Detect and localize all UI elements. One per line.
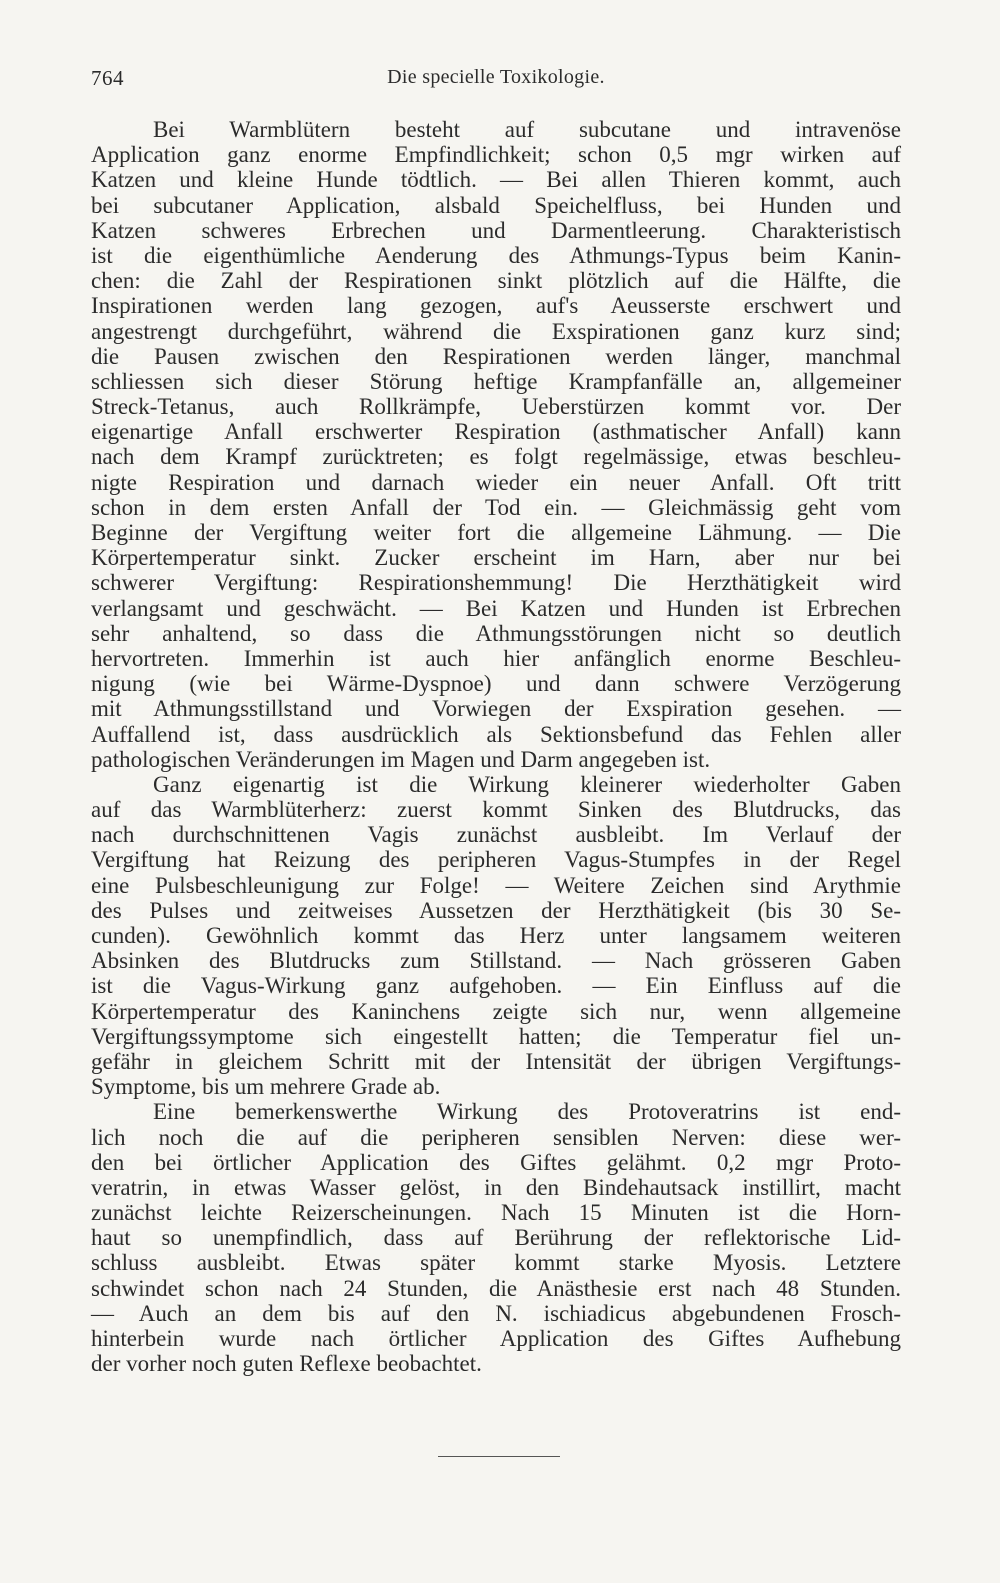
text-line: Körpertemperatur des Kaninchens zeigte sich nur, wenn allgemeine [91, 998, 901, 1024]
text-line: Ganz eigenartig ist die Wirkung kleinerer wiederholter Gaben [153, 771, 901, 797]
paragraph [91, 772, 901, 1099]
text-line: nigte Respiration und darnach wieder ein neuer Anfall. Oft tritt [91, 469, 901, 495]
text-line: Bei Warmblütern besteht auf subcutane und intravenöse [153, 117, 901, 142]
text-line: eigenartige Anfall erschwerter Respiration (asthmatischer Anfall) kann [91, 419, 901, 445]
text-line: gefähr in gleichem Schritt mit der Intensität der übrigen Vergiftungs- [91, 1048, 901, 1074]
text-line: schluss ausbleibt. Etwas später kommt starke Myosis. Letztere [91, 1250, 901, 1276]
text-line: ist die Vagus-Wirkung ganz aufgehoben. — Ein Einfluss auf die [91, 973, 901, 999]
text-line: schwerer Vergiftung: Respirationshemmung! Die Herzthätigkeit wird [91, 570, 901, 596]
text-line: schwindet schon nach 24 Stunden, die Anästhesie erst nach 48 Stunden. [91, 1275, 901, 1301]
text-line: haut so unempfindlich, dass auf Berührung der reflektorische Lid- [91, 1225, 901, 1251]
text-line: Application ganz enorme Empfindlichkeit; schon 0,5 mgr wirken auf [91, 142, 901, 168]
text-line: lich noch die auf die peripheren sensiblen Nerven: diese wer- [91, 1124, 901, 1150]
text-line: Auffallend ist, dass ausdrücklich als Sektionsbefund das Fehlen aller [91, 721, 901, 747]
text-line: nach durchschnittenen Vagis zunächst ausbleibt. Im Verlauf der [91, 822, 901, 848]
text-line: Vergiftung hat Reizung des peripheren Vagus-Stumpfes in der Regel [91, 847, 901, 873]
text-line: mit Athmungsstillstand und Vorwiegen der Exspiration gesehen. — [91, 696, 901, 722]
text-line: Vergiftungssymptome sich eingestellt hatten; die Temperatur fiel un- [91, 1023, 901, 1049]
text-line: Absinken des Blutdrucks zum Stillstand. — Nach grösseren Gaben [91, 948, 901, 974]
text-line: chen: die Zahl der Respirationen sinkt plötzlich auf die Hälfte, die [91, 268, 901, 294]
text-line: des Pulses und zeitweises Aussetzen der Herzthätigkeit (bis 30 Se- [91, 897, 901, 923]
text-line: Katzen und kleine Hunde tödtlich. — Bei allen Thieren kommt, auch [91, 167, 901, 193]
paragraph [91, 117, 901, 772]
section-end-rule [438, 1456, 560, 1457]
text-line: angestrengt durchgeführt, während die Exspirationen ganz kurz sind; [91, 318, 901, 344]
text-line: Beginne der Vergiftung weiter fort die allgemeine Lähmung. — Die [91, 520, 901, 545]
text-line: der vorher noch guten Reflexe beobachtet. [91, 1351, 482, 1377]
paragraph [91, 1099, 901, 1376]
text-line: nach dem Krampf zurücktreten; es folgt regelmässige, etwas beschleu- [91, 444, 901, 470]
text-line: Symptome, bis um mehrere Grade ab. [91, 1074, 441, 1100]
text-line: schon in dem ersten Anfall der Tod ein. — Gleichmässig geht vom [91, 494, 901, 520]
running-title: Die specielle Toxikologie. [387, 66, 605, 88]
text-line: veratrin, in etwas Wasser gelöst, in den Bindehautsack instillirt, macht [91, 1174, 901, 1200]
body-text [91, 117, 901, 1376]
text-line: Eine bemerkenswerthe Wirkung des Protoveratrins ist end- [153, 1099, 901, 1125]
text-line: die Pausen zwischen den Respirationen werden länger, manchmal [91, 343, 901, 369]
text-line: zunächst leichte Reizerscheinungen. Nach 15 Minuten ist die Horn- [91, 1200, 901, 1226]
text-line: Streck-Tetanus, auch Rollkrämpfe, Ueberstürzen kommt vor. Der [91, 394, 901, 420]
text-line: hervortreten. Immerhin ist auch hier anfänglich enorme Beschleu- [91, 645, 901, 671]
text-line: sehr anhaltend, so dass die Athmungsstörungen nicht so deutlich [91, 620, 901, 646]
text-line: cunden). Gewöhnlich kommt das Herz unter langsamem weiteren [91, 923, 901, 948]
text-line: auf das Warmblüterherz: zuerst kommt Sinken des Blutdrucks, das [91, 797, 901, 823]
page-header [91, 66, 901, 96]
text-line: Inspirationen werden lang gezogen, auf's Aeusserste erschwert und [91, 293, 901, 319]
page-number: 764 [91, 66, 124, 90]
text-line: eine Pulsbeschleunigung zur Folge! — Weitere Zeichen sind Arythmie [91, 872, 901, 898]
text-line: bei subcutaner Application, alsbald Speichelfluss, bei Hunden und [91, 192, 901, 218]
text-line: — Auch an dem bis auf den N. ischiadicus abgebundenen Frosch- [91, 1300, 901, 1326]
text-line: nigung (wie bei Wärme-Dyspnoe) und dann schwere Verzögerung [91, 671, 901, 697]
text-line: hinterbein wurde nach örtlicher Application des Giftes Aufhebung [91, 1326, 901, 1351]
text-line: pathologischen Veränderungen im Magen und Darm angegeben ist. [91, 746, 711, 772]
text-line: schliessen sich dieser Störung heftige Krampfanfälle an, allgemeiner [91, 368, 901, 394]
text-line: ist die eigenthümliche Aenderung des Athmungs-Typus beim Kanin- [91, 242, 901, 268]
text-line: verlangsamt und geschwächt. — Bei Katzen und Hunden ist Erbrechen [91, 595, 901, 621]
text-line: Katzen schweres Erbrechen und Darmentleerung. Charakteristisch [91, 217, 901, 243]
text-line: den bei örtlicher Application des Giftes gelähmt. 0,2 mgr Proto- [91, 1149, 901, 1175]
text-line: Körpertemperatur sinkt. Zucker erscheint im Harn, aber nur bei [91, 545, 901, 571]
